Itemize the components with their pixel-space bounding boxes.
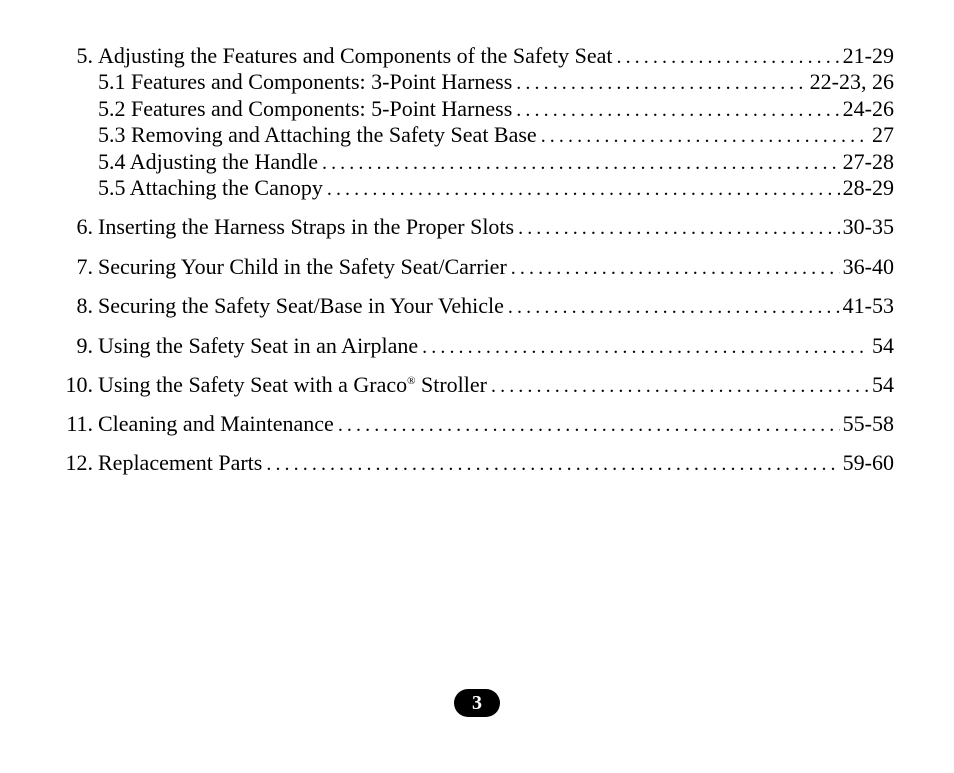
toc-entry-title: 5.3 Removing and Attaching the Safety Seat Base: [98, 122, 537, 147]
dot-leader: [327, 175, 840, 203]
toc-entry-pages: 22-23, 26: [809, 69, 894, 94]
toc-entry-title-end: Stroller: [415, 372, 487, 397]
toc-entry-number: 12.: [65, 450, 93, 475]
toc-entry-number: 7.: [76, 254, 93, 279]
dot-leader: [518, 214, 840, 242]
toc-entry-7: [0, 253, 954, 281]
toc-entry-title: 5.2 Features and Components: 5-Point Harness: [98, 96, 513, 121]
toc-entry-pages: 54: [872, 333, 894, 358]
dot-leader: [491, 372, 869, 400]
toc-entry-pages: 41-53: [842, 293, 894, 318]
registered-mark: ®: [407, 375, 416, 387]
toc-entry-title: Cleaning and Maintenance: [98, 411, 334, 436]
toc-entry-pages: 28-29: [842, 175, 894, 200]
toc-entry-title: 5.5 Attaching the Canopy: [98, 175, 323, 200]
toc-entry-title: Securing the Safety Seat/Base in Your Vehicle: [98, 293, 504, 318]
toc-entry-8: [0, 292, 954, 320]
dot-leader: [511, 254, 840, 282]
dot-leader: [541, 122, 869, 150]
toc-entry-title: 5.1 Features and Components: 3-Point Harness: [98, 69, 513, 94]
toc-entry-pages: 27-28: [842, 149, 894, 174]
toc-entry-12: [0, 449, 954, 477]
toc-entry-pages: 21-29: [842, 43, 894, 68]
toc-entry-5-1: [0, 68, 954, 96]
toc-entry-pages: 55-58: [842, 411, 894, 436]
toc-entry-title-start: Using the Safety Seat with a Graco: [98, 372, 408, 397]
dot-leader: [422, 333, 869, 361]
toc-entry-5-5: [0, 174, 954, 202]
toc-entry-number: 11.: [66, 411, 93, 436]
dot-leader: [508, 293, 840, 321]
toc-entry-title: Inserting the Harness Straps in the Proper Slots: [98, 214, 515, 239]
toc-entry-11: [0, 410, 954, 438]
toc-entry-title: Replacement Parts: [98, 450, 263, 475]
toc-entry-number: 8.: [76, 293, 93, 318]
toc-entry-number: 5.: [76, 43, 93, 68]
dot-leader: [516, 96, 839, 124]
toc-entry-pages: 24-26: [842, 96, 894, 121]
toc-entry-6: [0, 213, 954, 241]
toc-entry-number: 6.: [76, 214, 93, 239]
toc-entry-5-3: [0, 121, 954, 149]
toc-entry-title: 5.4 Adjusting the Handle: [98, 149, 318, 174]
dot-leader: [338, 411, 840, 439]
toc-entry-pages: 54: [872, 372, 894, 397]
dot-leader: [266, 450, 839, 478]
toc-entry-title: [98, 371, 491, 399]
dot-leader: [516, 69, 806, 97]
toc-entry-title: Using the Safety Seat in an Airplane: [98, 333, 419, 358]
toc-entry-number: 10.: [65, 372, 93, 397]
dot-leader: [616, 43, 839, 71]
toc-entry-title: Adjusting the Features and Components of the Safety Seat: [98, 43, 613, 68]
page-number-badge: 3: [454, 689, 500, 717]
toc-entry-pages: 59-60: [842, 450, 894, 475]
toc-entry-9: [0, 332, 954, 360]
toc-entry-5-4: [0, 148, 954, 176]
dot-leader: [322, 149, 840, 177]
toc-entry-pages: 36-40: [842, 254, 894, 279]
toc-entry-10: [0, 371, 954, 399]
toc-entry-5: [0, 42, 954, 70]
toc-entry-number: 9.: [76, 333, 93, 358]
toc-entry-5-2: [0, 95, 954, 123]
toc-entry-pages: 30-35: [842, 214, 894, 239]
toc-entry-pages: 27: [872, 122, 894, 147]
toc-entry-title: Securing Your Child in the Safety Seat/Carrier: [98, 254, 507, 279]
